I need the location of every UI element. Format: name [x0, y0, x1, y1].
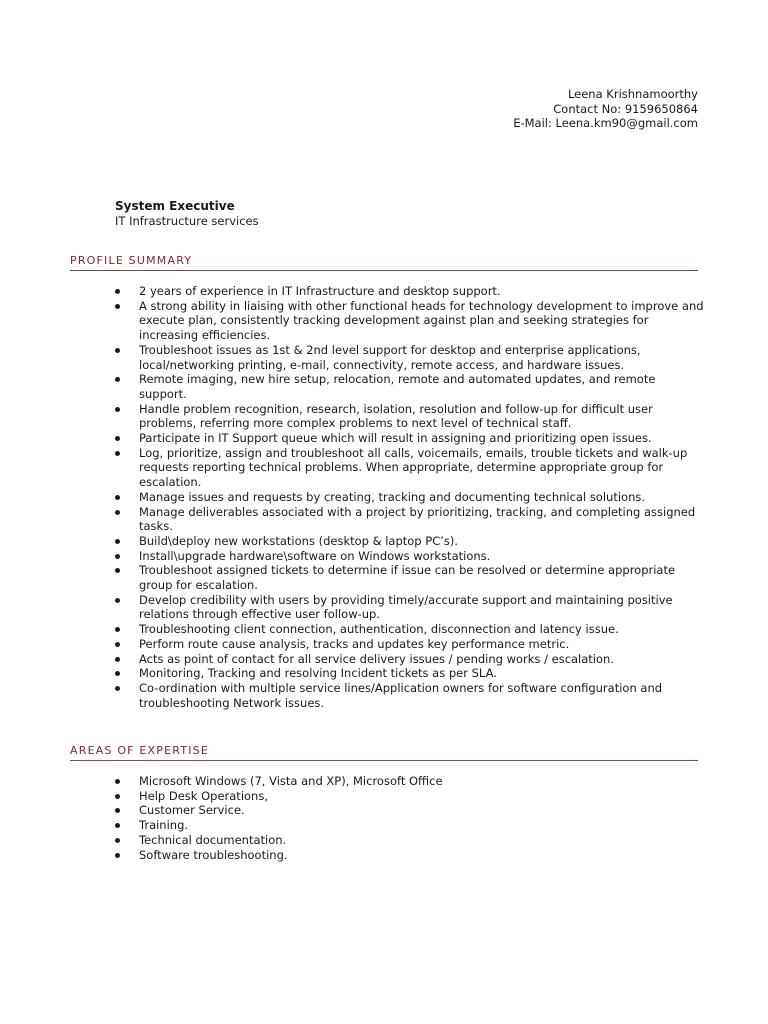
list-item — [115, 549, 705, 564]
bullet-icon — [115, 642, 120, 647]
list-item-text: Co-ordination with multiple service lines/Application owners for software configuration and troubleshooting Network issues. — [139, 680, 663, 710]
list-item-text: Install\upgrade hardware\software on Windows workstations. — [139, 548, 491, 563]
list-item — [115, 681, 705, 710]
areas-of-expertise-heading: AREAS OF EXPERTISE — [70, 744, 698, 761]
list-item — [115, 789, 705, 804]
list-item — [115, 299, 705, 343]
list-item — [115, 372, 705, 401]
bullet-icon — [115, 671, 120, 676]
bullet-icon — [115, 853, 120, 858]
profile-summary-list — [115, 284, 705, 710]
list-item-text: Manage issues and requests by creating, tracking and documenting technical solutions. — [139, 489, 646, 504]
list-item-text: Troubleshooting client connection, authentication, disconnection and latency issue. — [139, 622, 619, 637]
list-item — [115, 652, 705, 667]
list-item — [115, 505, 705, 534]
list-item — [115, 343, 705, 372]
bullet-icon — [115, 436, 120, 441]
list-item-text: Log, prioritize, assign and troubleshoot all calls, voicemails, emails, trouble tickets and walk-up requests reporting technical problems. When appropriate, determine appropriate group for escalation. — [139, 445, 688, 490]
list-item-text: Handle problem recognition, research, isolation, resolution and follow-up for difficult user problems, referring more complex problems to next level of technical staff. — [139, 401, 653, 431]
contact-name: Leena Krishnamoorthy — [567, 87, 698, 101]
list-item — [115, 593, 705, 622]
list-item — [115, 490, 705, 505]
list-item — [115, 818, 705, 833]
list-item-text: A strong ability in liaising with other functional heads for technology development to improve and execute plan, consistently tracking development against plan and seeking strategies for increasing efficiencies. — [139, 298, 704, 343]
list-item-text: Software troubleshooting. — [139, 847, 288, 862]
bullet-icon — [115, 568, 120, 573]
list-item-text: Help Desk Operations, — [139, 788, 268, 803]
list-item — [115, 402, 705, 431]
list-item-text: Remote imaging, new hire setup, relocation, remote and automated updates, and remote support. — [139, 372, 656, 401]
list-item — [115, 803, 705, 818]
bullet-icon — [115, 348, 120, 353]
list-item-text: Build\deploy new workstations (desktop & laptop PC’s). — [139, 533, 459, 548]
list-item-text: Troubleshoot assigned tickets to determine if issue can be resolved or determine appropriate group for escalation. — [139, 563, 676, 593]
bullet-icon — [115, 627, 120, 632]
list-item-text: Customer Service. — [139, 803, 245, 818]
list-item — [115, 622, 705, 637]
bullet-icon — [115, 808, 120, 813]
bullet-icon — [115, 823, 120, 828]
bullet-icon — [115, 510, 120, 515]
contact-block — [513, 87, 698, 131]
bullet-icon — [115, 794, 120, 799]
list-item-text: Technical documentation. — [139, 832, 287, 847]
contact-email: E-Mail: Leena.km90@gmail.com — [513, 116, 698, 131]
list-item — [115, 637, 705, 652]
bullet-icon — [115, 598, 120, 603]
role-title: System Executive — [115, 199, 235, 213]
bullet-icon — [115, 686, 120, 691]
list-item-text: Develop credibility with users by providing timely/accurate support and maintaining positive relations through effective user follow-up. — [139, 592, 673, 622]
list-item-text: Training. — [139, 818, 189, 833]
bullet-icon — [115, 495, 120, 500]
bullet-icon — [115, 838, 120, 843]
bullet-icon — [115, 377, 120, 382]
list-item-text: Troubleshoot issues as 1st & 2nd level support for desktop and enterprise applications, local/networking printing, e-mail, connectivity, remote access, and hardware issues. — [139, 342, 641, 372]
contact-phone: Contact No: 9159650864 — [553, 101, 698, 116]
list-item-text: Perform route cause analysis, tracks and updates key performance metric. — [139, 636, 570, 651]
list-item — [115, 774, 705, 789]
role-block — [115, 199, 259, 228]
bullet-icon — [115, 407, 120, 412]
list-item — [115, 446, 705, 490]
bullet-icon — [115, 657, 120, 662]
list-item — [115, 563, 705, 592]
list-item-text: Manage deliverables associated with a project by prioritizing, tracking, and completing assigned tasks. — [139, 504, 696, 534]
list-item — [115, 534, 705, 549]
list-item — [115, 284, 705, 299]
areas-of-expertise-list — [115, 774, 705, 862]
list-item-text: Acts as point of contact for all service delivery issues / pending works / escalation. — [139, 651, 614, 666]
list-item-text: Participate in IT Support queue which will result in assigning and prioritizing open issues. — [139, 431, 652, 446]
list-item-text: Monitoring, Tracking and resolving Incident tickets as per SLA. — [139, 666, 497, 681]
resume-page — [70, 0, 704, 1024]
profile-summary-heading: PROFILE SUMMARY — [70, 254, 698, 271]
bullet-icon — [115, 539, 120, 544]
list-item-text: 2 years of experience in IT Infrastructure and desktop support. — [139, 284, 501, 298]
list-item — [115, 431, 705, 446]
bullet-icon — [115, 451, 120, 456]
bullet-icon — [115, 779, 120, 784]
list-item — [115, 666, 705, 681]
list-item-text: Microsoft Windows (7, Vista and XP), Microsoft Office — [139, 774, 443, 788]
list-item — [115, 833, 705, 848]
list-item — [115, 848, 705, 863]
role-subtitle: IT Infrastructure services — [115, 213, 259, 228]
bullet-icon — [115, 289, 120, 294]
bullet-icon — [115, 304, 120, 309]
bullet-icon — [115, 554, 120, 559]
